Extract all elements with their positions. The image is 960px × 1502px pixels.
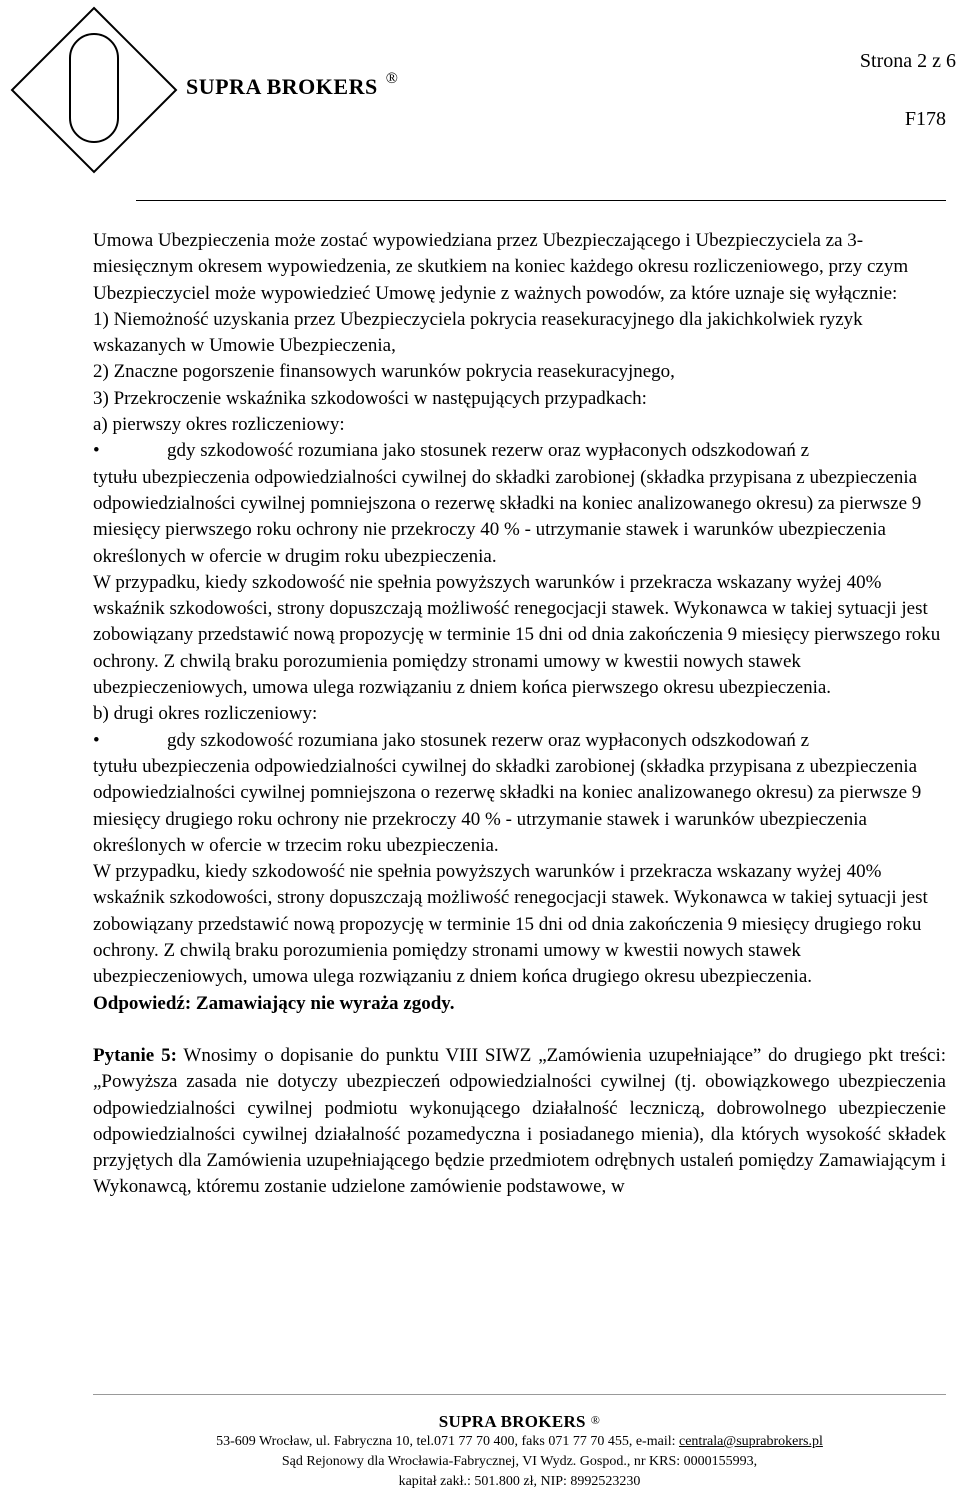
footer-address: 53-609 Wrocław, ul. Fabryczna 10, tel.071 77 70 400, faks 071 77 70 455, e-mail: centrala@suprabrokers.pl: [216, 1434, 823, 1449]
footer-rule: [93, 1394, 946, 1395]
list-item-1: 1) Niemożność uzyskania przez Ubezpieczyciela pokrycia reasekuracyjnego dla jakichkolwiek ryzyk wskazanych w Umowie Ubezpieczenia,: [93, 308, 863, 357]
bullet-a-first-line: • gdy szkodowość rozumiana jako stosunek rezerw oraz wypłaconych odszkodowań z: [93, 438, 946, 464]
footer-capital: kapitał zakł.: 501.800 zł, NIP: 8992523230: [398, 1474, 641, 1489]
supra-brokers-logo: [8, 4, 180, 176]
document-code: F178: [904, 108, 946, 130]
bullet-icon: •: [93, 440, 100, 462]
bullet-icon: •: [93, 729, 100, 751]
footer: [93, 1412, 946, 1492]
paragraph-a-renegotiation: W przypadku, kiedy szkodowość nie spełnia powyższych warunków i przekracza wskazany wyżej 40% wskaźnik szkodowości, strony dopuszczają możliwość renegocjacji stawek. Wykonawca w takiej sytuacji jest zobowiązany przedstawić nową propozycję w terminie 15 dni od dnia zakończenia 9 miesięcy pierwszego roku ochrony. Z chwilą braku porozumienia pomiędzy stronami umowy w kwestii nowych stawek ubezpieczeniowych, umowa ulega rozwiązaniu z dniem końca pierwszego okresu ubezpieczenia.: [93, 571, 941, 699]
question-5: [93, 1043, 946, 1201]
list-item-2: 2) Znaczne pogorszenie finansowych warunków pokrycia reasekuracyjnego,: [93, 361, 675, 383]
paragraph-termination: Umowa Ubezpieczenia może zostać wypowiedziana przez Ubezpieczającego i Ubezpieczyciela za 3-miesięcznym okresem wypowiedzenia, ze skutkiem na koniec każdego okresu rozliczeniowego, przy czym Ubezpieczyciel może wypowiedzieć Umowę jedynie z ważnych powodów, za które uznaje się wyłącznie:: [93, 230, 909, 304]
spacer: [93, 1017, 946, 1043]
registered-mark: ®: [590, 1413, 601, 1427]
sub-item-a: a) pierwszy okres rozliczeniowy:: [93, 414, 345, 436]
question-5-text: Wnosimy o dopisanie do punktu VIII SIWZ „Zamówienia uzupełniające” do drugiego pkt treści: „Powyższa zasada nie dotyczy ubezpieczeń odpowiedzialności cywilnej (tj. obowiązkowego ubezpieczenia odpowiedzialności cywilnej podmiotu wykonującego działalność leczniczą, dobrowolnego ubezpieczenie odpowiedzialności cywilnej działalność pozamedyczna i posiadanego mienia), dla których wysokość składek przyjętych dla Zamówienia uzupełniającego będzie przedmiotem odrębnych ustaleń pomiędzy Zamawiającym i Wykonawcą, któremu zostanie udzielone zamówienie podstawowe, w: [93, 1044, 947, 1198]
bullet-b-continuation: tytułu ubezpieczenia odpowiedzialności cywilnej do składki zarobionej (składka przypisana z ubezpieczenia odpowiedzialności cywilnej pomniejszona o rezerwę składki na koniec analizowanego okresu) za pierwsze 9 miesięcy drugiego roku ochrony nie przekroczy 40 % - utrzymanie stawek i warunków ubezpieczenia określonych w ofercie w trzecim roku ubezpieczenia.: [93, 755, 922, 856]
question-5-label: Pytanie 5:: [93, 1044, 177, 1066]
list-item-3: 3) Przekroczenie wskaźnika szkodowości w następujących przypadkach:: [93, 387, 647, 409]
answer-line: Odpowiedź: Zamawiający nie wyraża zgody.: [93, 992, 455, 1014]
sub-item-b: b) drugi okres rozliczeniowy:: [93, 703, 318, 725]
registered-mark: ®: [385, 70, 399, 87]
paragraph-b-renegotiation: W przypadku, kiedy szkodowość nie spełnia powyższych warunków i przekracza wskazany wyżej 40% wskaźnik szkodowości, strony dopuszczają możliwość renegocjacji stawek. Wykonawca w takiej sytuacji jest zobowiązany przedstawić nową propozycję w terminie 15 dni od dnia zakończenia 9 miesięcy drugiego roku ochrony. Z chwilą braku porozumienia pomiędzy stronami umowy w kwestii nowych stawek ubezpieczeniowych, umowa ulega rozwiązaniu z dniem końca drugiego okresu ubezpieczenia.: [93, 861, 928, 988]
bullet-b-first-line: • gdy szkodowość rozumiana jako stosunek rezerw oraz wypłaconych odszkodowań z: [93, 728, 946, 754]
header-rule: [136, 200, 946, 201]
brand-name: SUPRA BROKERS ®: [186, 70, 399, 99]
footer-court-registry: Sąd Rejonowy dla Wrocławia-Fabrycznej, VI Wydz. Gospod., nr KRS: 0000155993,: [281, 1454, 758, 1469]
email-link[interactable]: centrala@suprabrokers.pl: [679, 1434, 823, 1449]
bullet-a-continuation: tytułu ubezpieczenia odpowiedzialności cywilnej do składki zarobionej (składka przypisana z ubezpieczenia odpowiedzialności cywilnej pomniejszona o rezerwę składki na koniec analizowanego okresu) za pierwsze 9 miesięcy pierwszego roku ochrony nie przekroczy 40 % - utrzymanie stawek i warunków ubezpieczenia określonych w ofercie w drugim roku ubezpieczenia.: [93, 466, 922, 567]
document-body: [93, 228, 946, 1201]
page-number: Strona 2 z 6: [859, 50, 956, 72]
footer-brand: SUPRA BROKERS ®: [438, 1412, 601, 1431]
